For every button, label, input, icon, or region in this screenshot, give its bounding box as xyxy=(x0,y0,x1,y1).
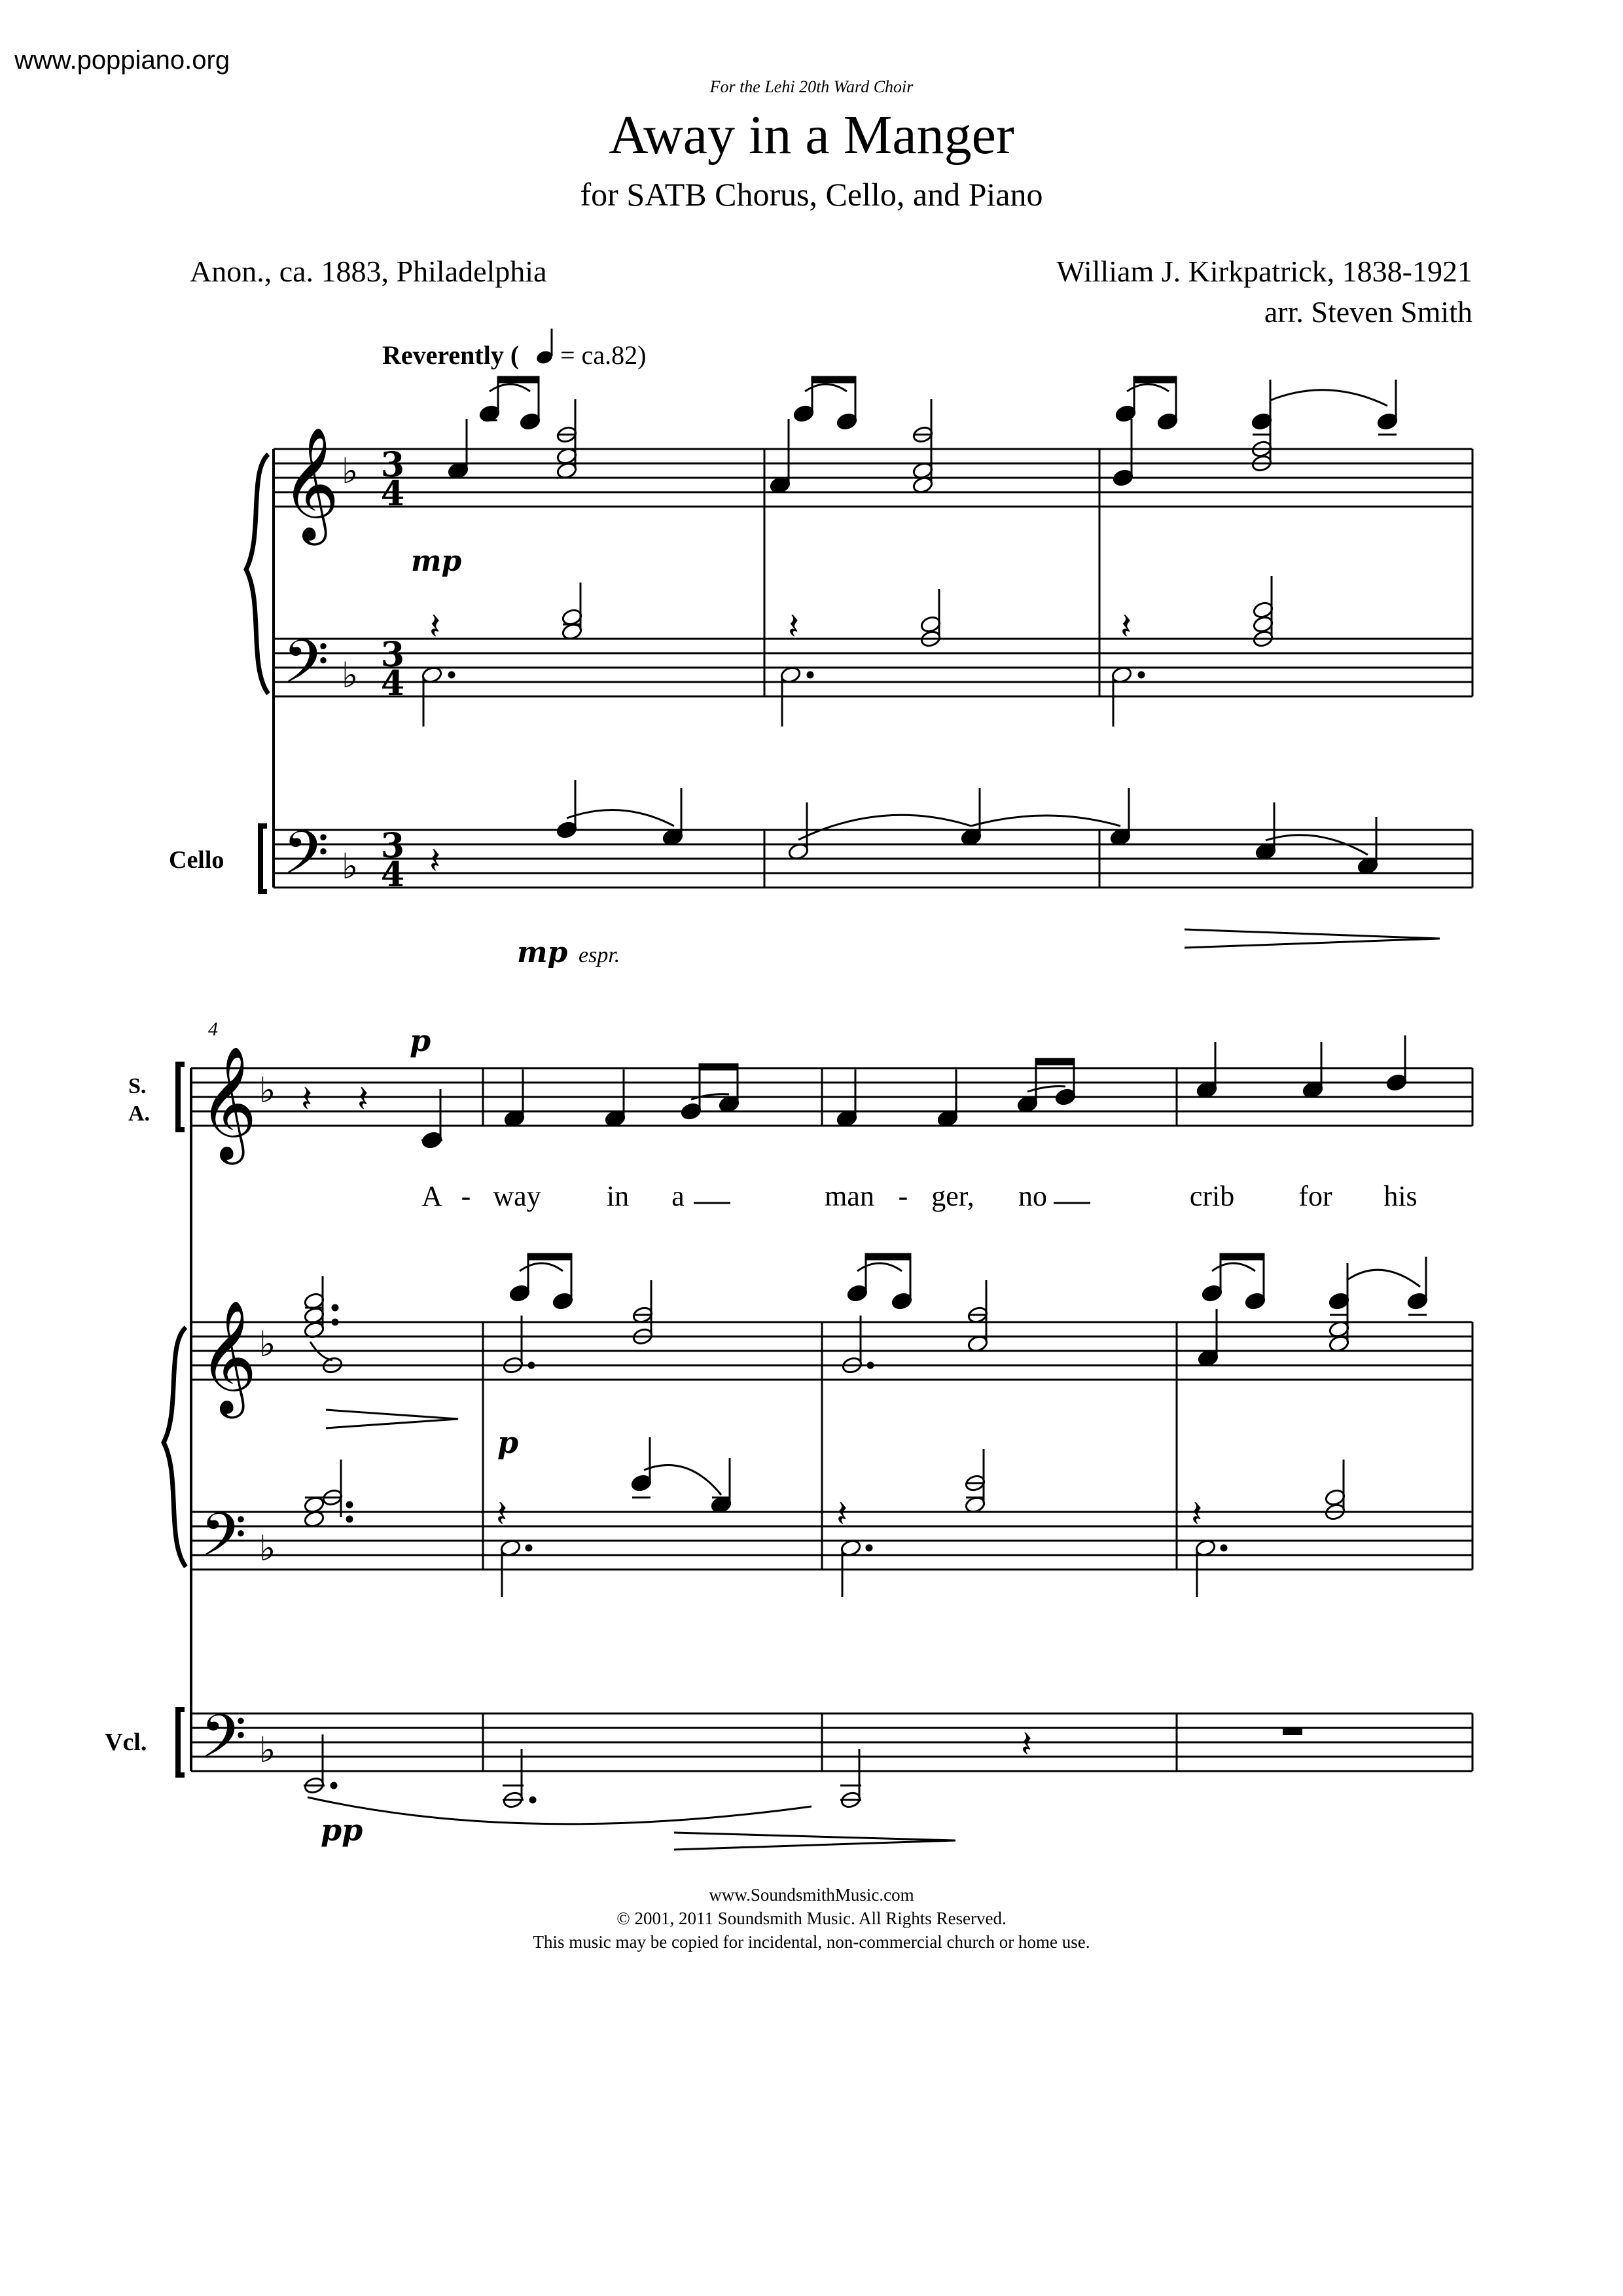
dynamic-pp-cello: pp xyxy=(321,1812,363,1848)
svg-text:for: for xyxy=(1298,1180,1332,1212)
piano-treble-staff-2 xyxy=(191,1322,1472,1380)
score-title: Away in a Manger xyxy=(609,105,1014,166)
cello-staff-1 xyxy=(274,830,1472,888)
svg-text:𝄽: 𝄽 xyxy=(788,605,800,648)
svg-text:3: 3 xyxy=(380,635,405,675)
treble-clef-icon: 𝄞 xyxy=(281,427,340,541)
arranger-credit: arr. Steven Smith xyxy=(1264,295,1472,329)
composer-credit: William J. Kirkpatrick, 1838-1921 xyxy=(1056,255,1472,288)
svg-text:no: no xyxy=(1018,1180,1047,1212)
dedication: For the Lehi 20th Ward Choir xyxy=(709,77,914,96)
slurs-1 xyxy=(490,384,1440,948)
treble-clef-icon: 𝄞 xyxy=(199,1300,257,1414)
cello-bracket-2 xyxy=(178,1710,185,1775)
system-1-notes xyxy=(421,377,1398,726)
piano-bass-staff-2 xyxy=(191,1512,1472,1570)
svg-text:-: - xyxy=(461,1180,471,1212)
cello-notes-1 xyxy=(556,780,1378,875)
cello-slurs-2 xyxy=(308,1797,955,1850)
svg-text:𝄽: 𝄽 xyxy=(357,1078,369,1121)
piano-brace-1 xyxy=(246,454,268,694)
svg-text:𝄽: 𝄽 xyxy=(1021,1723,1033,1766)
expression-espr: espr. xyxy=(579,943,620,967)
cello-bracket-1 xyxy=(260,826,267,891)
piano-bass-staff-1 xyxy=(274,639,1472,696)
instrument-label-cello: Cello xyxy=(169,846,224,874)
svg-text:crib: crib xyxy=(1189,1180,1235,1212)
instrument-label-alto: A. xyxy=(128,1102,151,1126)
svg-text:𝄽: 𝄽 xyxy=(301,1078,313,1121)
svg-text:-: - xyxy=(898,1180,908,1212)
dynamic-p-piano: p xyxy=(497,1425,519,1460)
svg-text:man: man xyxy=(825,1180,874,1212)
footer-copyright: © 2001, 2011 Soundsmith Music. All Rights Reserved. xyxy=(616,1909,1007,1928)
svg-text:A: A xyxy=(421,1180,442,1212)
svg-text:4: 4 xyxy=(380,474,405,514)
svg-text:𝄽: 𝄽 xyxy=(496,1493,508,1535)
svg-text:𝄽: 𝄽 xyxy=(1191,1493,1203,1535)
choir-notes-2 xyxy=(421,1035,1407,1149)
svg-text:his: his xyxy=(1383,1180,1418,1212)
poet-credit: Anon., ca. 1883, Philadelphia xyxy=(190,255,547,288)
score-subtitle: for SATB Chorus, Cello, and Piano xyxy=(580,176,1043,213)
dynamic-mp-piano: mp xyxy=(411,545,462,578)
dynamic-p-choir: p xyxy=(410,1023,431,1058)
svg-text:in: in xyxy=(606,1180,630,1212)
cello-staff-2 xyxy=(191,1713,1472,1771)
bass-clef-icon: 𝄢 xyxy=(283,627,329,711)
tempo-value: = ca.82) xyxy=(560,340,647,370)
instrument-label-vcl: Vcl. xyxy=(105,1729,147,1756)
svg-text:𝄽: 𝄽 xyxy=(1120,605,1132,648)
svg-text:𝄽: 𝄽 xyxy=(836,1493,848,1535)
lyrics xyxy=(421,1180,1418,1212)
svg-text:ger,: ger, xyxy=(931,1180,974,1212)
treble-clef-icon: 𝄞 xyxy=(199,1046,257,1160)
dynamic-mp-cello: mp xyxy=(517,936,568,969)
svg-text:♭: ♭ xyxy=(342,846,359,887)
svg-text:way: way xyxy=(493,1180,541,1212)
website-watermark: www.poppiano.org xyxy=(14,46,230,75)
choir-bracket-2 xyxy=(178,1064,185,1130)
bass-clef-icon: 𝄢 xyxy=(283,818,329,902)
svg-text:♭: ♭ xyxy=(342,450,359,492)
svg-text:♭: ♭ xyxy=(259,1069,276,1111)
svg-text:𝄽: 𝄽 xyxy=(429,605,441,648)
time-signature xyxy=(381,445,404,895)
footer-url: www.SoundsmithMusic.com xyxy=(709,1885,914,1905)
piano-brace-2 xyxy=(164,1327,186,1567)
svg-text:♭: ♭ xyxy=(259,1729,276,1770)
measure-number: 4 xyxy=(208,1018,218,1040)
piano-treble-notes-2 xyxy=(303,1254,1428,1374)
svg-text:♭: ♭ xyxy=(259,1528,276,1569)
svg-text:𝄽: 𝄽 xyxy=(429,840,441,882)
bass-clef-icon: 𝄢 xyxy=(200,1702,247,1785)
piano-slurs-2 xyxy=(326,1263,1420,1428)
tempo-marking: Reverently ( xyxy=(382,340,520,370)
whole-rest xyxy=(1283,1728,1302,1735)
footer-usage: This music may be copied for incidental, non-commercial church or home use. xyxy=(533,1932,1090,1952)
svg-text:♭: ♭ xyxy=(342,655,359,696)
choir-staff-2 xyxy=(191,1068,1472,1126)
svg-text:a: a xyxy=(671,1180,685,1212)
instrument-label-soprano: S. xyxy=(128,1074,147,1098)
svg-text:♭: ♭ xyxy=(259,1323,276,1365)
svg-text:4: 4 xyxy=(380,855,405,895)
piano-bass-notes-2 xyxy=(303,1437,1346,1597)
bass-clef-icon: 𝄢 xyxy=(200,1500,247,1584)
rests xyxy=(429,605,1132,882)
svg-text:4: 4 xyxy=(380,664,405,704)
svg-text:3: 3 xyxy=(380,826,405,866)
svg-text:3: 3 xyxy=(380,445,405,485)
